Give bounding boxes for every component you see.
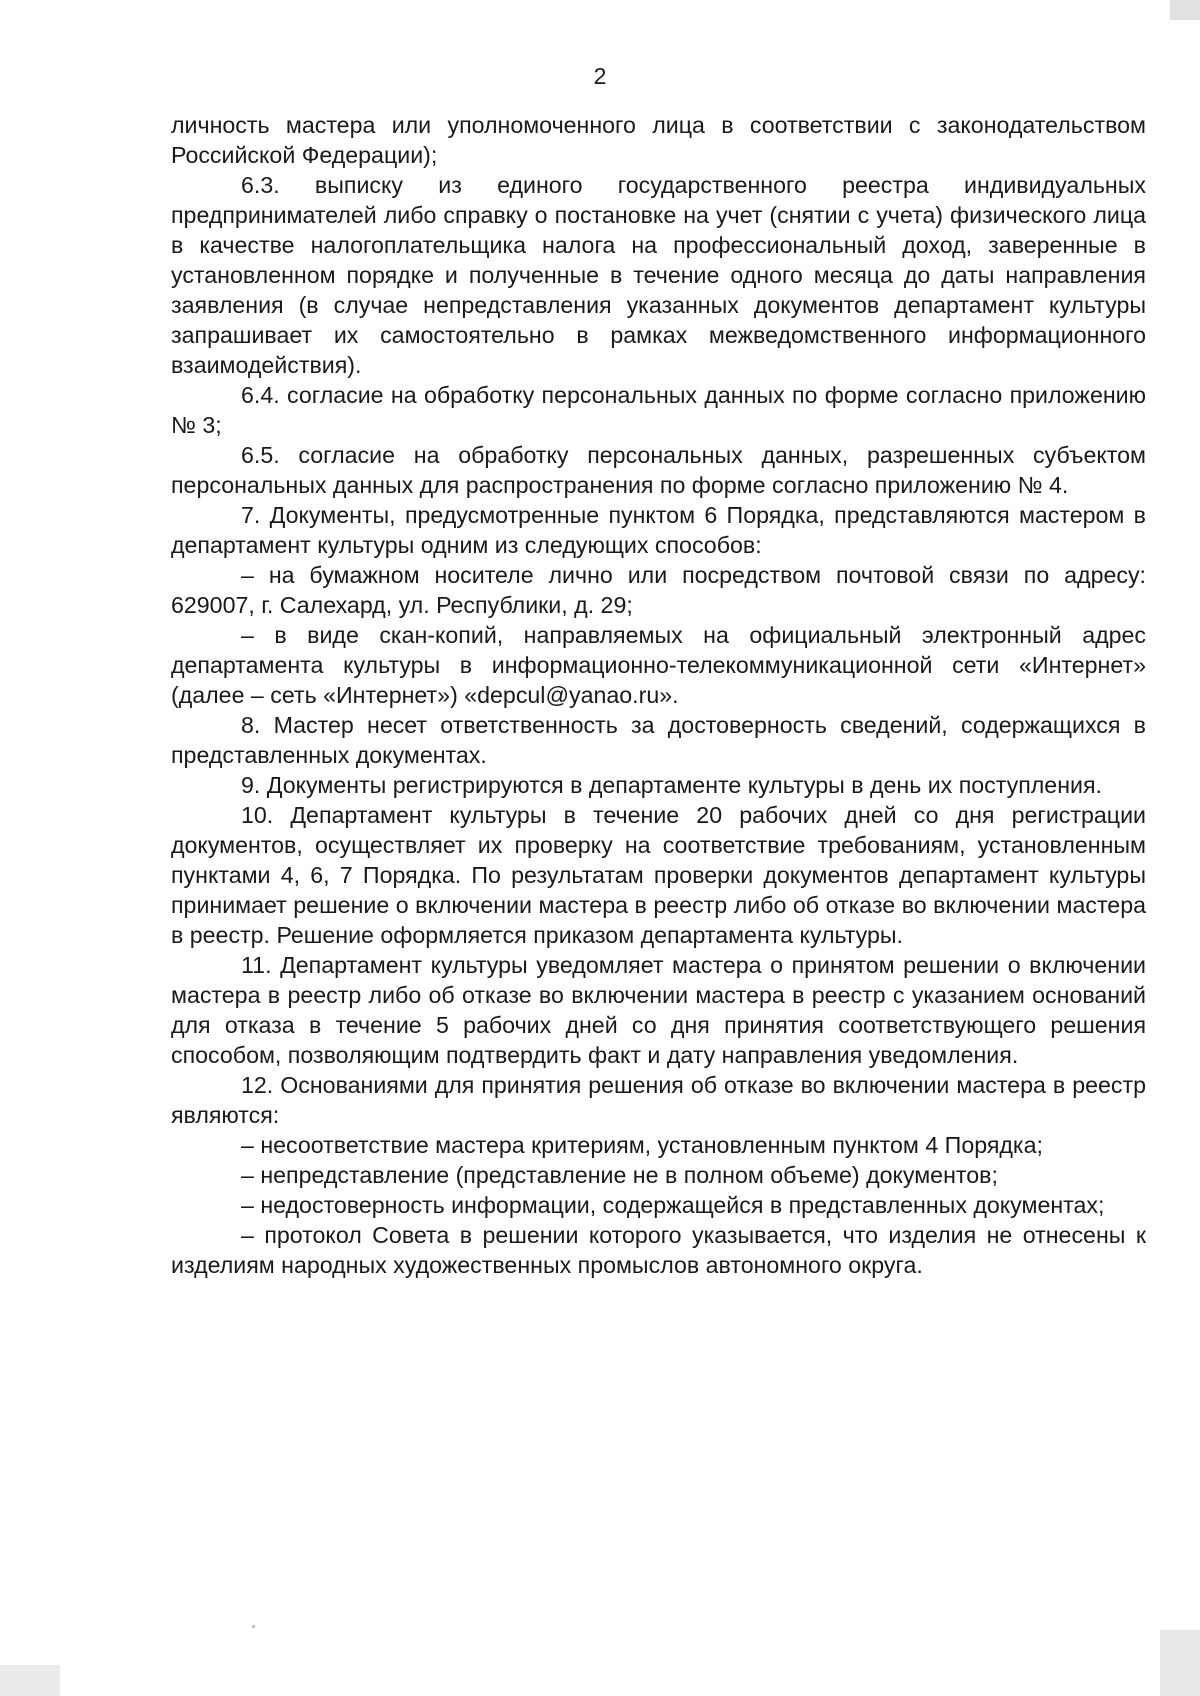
paragraph-10: 10. Департамент культуры в течение 20 рабочих дней со дня регистрации документов, осуществляет их проверку на соответствие требованиям, установленным пунктами 4, 6, 7 Порядка. По результатам проверки документов департамент культуры принимает решение о включении мастера в реестр либо об отказе во включении мастера в реестр. Решение оформляется приказом департамента культуры. (171, 802, 1146, 948)
page-number: 2 (593, 63, 607, 89)
paragraph-6-5: 6.5. согласие на обработку персональных данных, разрешенных субъектом персональных данных для распространения по форме согласно приложению № 4. (171, 442, 1146, 498)
paragraph-7-method-paper: – на бумажном носителе лично или посредством почтовой связи по адресу: 629007, г. Салехард, ул. Республики, д. 29; (171, 562, 1146, 618)
paragraph-7-method-email: – в виде скан-копий, направляемых на официальный электронный адрес департамента культуры в информационно-телекоммуникационной сети «Интернет» (далее – сеть «Интернет») «depcul@yanao.ru». (171, 622, 1146, 708)
document-body (171, 110, 1146, 1280)
paragraph-11: 11. Департамент культуры уведомляет мастера о принятом решении о включении мастера в реестр либо об отказе во включении мастера в реестр с указанием оснований для отказа в течение 5 рабочих дней со дня принятия соответствующего решения способом, позволяющим подтвердить факт и дату направления уведомления. (171, 952, 1146, 1068)
scan-mark-bottom-left (0, 1665, 60, 1696)
paragraph-12-reason-protocol: – протокол Совета в решении которого указывается, что изделия не отнесены к изделиям народных художественных промыслов автономного округа. (171, 1222, 1146, 1278)
paragraph-6-3: 6.3. выписку из единого государственного реестра индивидуальных предпринимателей либо справку о постановке на учет (снятии с учета) физического лица в качестве налогоплательщика налога на профессиональный доход, заверенные в установленном порядке и полученные в течение одного месяца до даты направления заявления (в случае непредставления указанных документов департамент культуры запрашивает их самостоятельно в рамках межведомственного информационного взаимодействия). (171, 172, 1146, 378)
paragraph-12-reason-criteria: – несоответствие мастера критериям, установленным пунктом 4 Порядка; (241, 1132, 1043, 1158)
scan-mark-top-right (1170, 0, 1200, 20)
paragraph-7: 7. Документы, предусмотренные пунктом 6 Порядка, представляются мастером в департамент культуры одним из следующих способов: (171, 502, 1146, 558)
paragraph-6-4: 6.4. согласие на обработку персональных данных по форме согласно приложению № 3; (171, 382, 1146, 438)
paragraph-12-reason-unreliable: – недостоверность информации, содержащейся в представленных документах; (241, 1192, 1105, 1218)
paragraph-12-reason-documents: – непредставление (представление не в полном объеме) документов; (241, 1162, 998, 1188)
paragraph-8: 8. Мастер несет ответственность за достоверность сведений, содержащихся в представленных документах. (171, 712, 1146, 768)
paragraph-continuation: личность мастера или уполномоченного лица в соответствии с законодательством Российской Федерации); (171, 112, 1146, 168)
scan-mark-bottom-right (1160, 1630, 1200, 1696)
scan-dot (252, 1625, 255, 1628)
paragraph-12: 12. Основаниями для принятия решения об отказе во включении мастера в реестр являются: (171, 1072, 1146, 1128)
paragraph-9: 9. Документы регистрируются в департаменте культуры в день их поступления. (241, 772, 1102, 798)
